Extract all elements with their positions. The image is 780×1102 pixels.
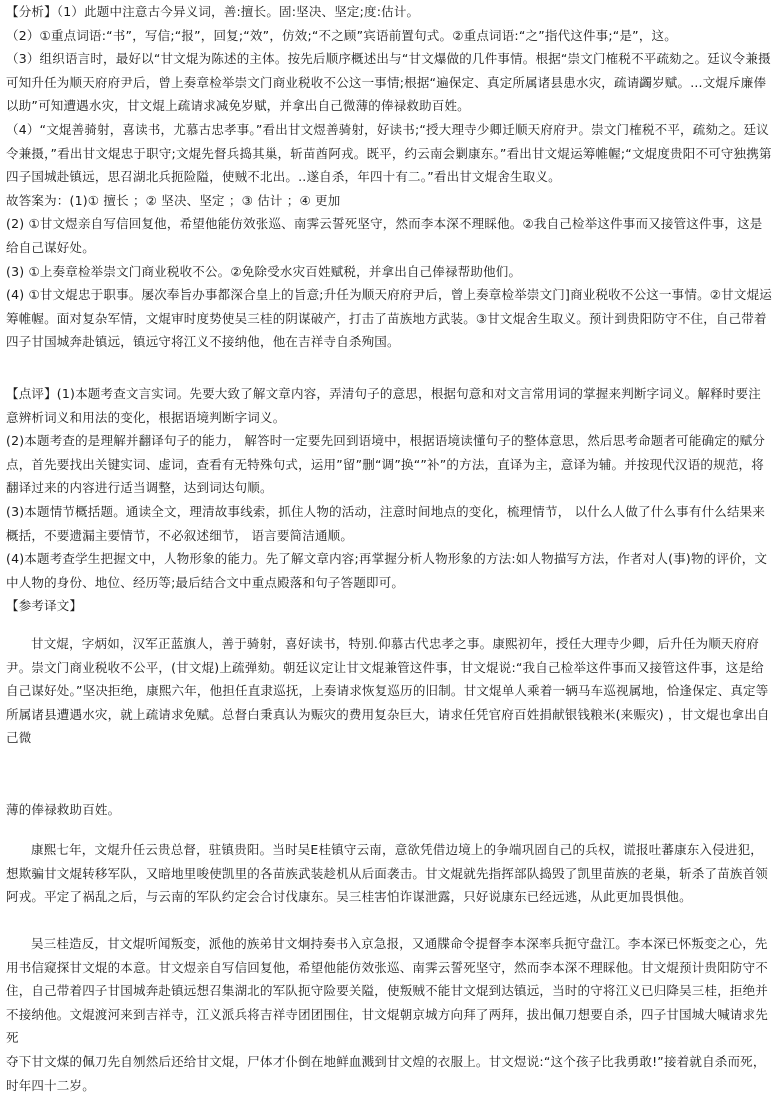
analysis-section (6, 0, 772, 354)
answer-line-1: 故答案为：(1)① 擅长 ；② 坚决、坚定 ；③ 估计 ；④ 更加 (6, 192, 341, 208)
analysis-item-2: （2）①重点词语:“书”，写信;“报”，回复;“效”，仿效;“不之顾”宾语前置句式。②重点词语:“之”指代这件事;“是”，这。 (6, 27, 677, 43)
commentary-item-2: (2)本题考查的是理解并翻译句子的能力， 解答时一定要先回到语境中，根据语境读懂句子的整体意思，然后思考命题者可能确定的赋分点，首先要找出关键实词、虚词，查看有无特殊句式，运用”留”删“调”换“”补”的方法，直译为主，意译为辅。并按现代汉语的规范，将翻译过来的内容进行适当调整，达到词达句顺。 (6, 433, 766, 496)
analysis-item-3: （3）组织语言时，最好以“甘文焜为陈述的主体。按先后顺序概述出与“甘文爆做的几件事情。根据“崇文门榷税不平疏劾之。廷议令兼摄可知升任为顺天府府尹后，曾上奏章检举崇文门商业税收不公这一事情;根据“遍保定、真定所属诸县患水灾，疏请蠲岁赋。...文焜斥廉俸以助”可知遭遇水灾，甘文焜上疏请求减免岁赋，并拿出自己微薄的俸禄救助百姓。 (6, 51, 771, 114)
analysis-item-4: （4）“文焜善骑射，喜读书，尤慕古忠孝事。”看出甘文煜善骑射，好读书;“授大理寺少卿迁顺天府府尹。崇文门榷税不平，疏劾之。廷议令兼摄，”看出甘文焜忠于职守;文焜先督兵捣其巢，斩苗酋阿戎。既平，约云南会剿康东。”看出甘文焜运筹帷幄;“文焜度贵阳不可守独携第四子国城赴镇远，思召湖北兵扼险隘，使贼不北出。..遂自杀，年四十有二。”看出甘文焜舍生取义。 (6, 121, 772, 185)
answer-line-2: (2) ①甘文煜亲自写信回复他，希望他能仿效张巡、南霁云誓死坚守，然而李本深不理睬他。②我自己检举这件事而又接管这件事，这是给自己谋好处。 (6, 216, 763, 255)
translation-paragraph-3 (6, 932, 772, 1050)
translation-header: 【参考译文】 (6, 598, 83, 614)
translation-text-1: 甘文焜，字炳如，汉军正蓝旗人，善于骑射，喜好读书，特别.仰慕古代忠孝之事。康熙初年，授任大理寺少卿，后升任为顺天府府尹。崇文门商业税收不公平，(甘文焜)上疏弹劾。朝廷议定让甘文焜兼管这件事，甘文焜说:“我自己检举这件事而又接管这件事，这是给自己谋好处。”坚决拒绝，康熙六年，他担任直隶巡抚，上奏请求恢复巡历的旧制。甘文焜单人乘着一辆马车巡视属地，恰逢保定、真定等所属诸县遭遇水灾，就上疏请求免赋。总督白秉真认为赈灾的费用复杂巨大，请求任凭官府百姓捐献银钱粮米(来赈灾) ，甘文焜也拿出自己微 (6, 636, 770, 746)
answer-line-3: (3) ①上奏章检举崇文门商业税收不公。②免除受水灾百姓赋税，并拿出自己俸禄帮助他们。 (6, 263, 522, 279)
analysis-header-line: 【分析】（1）此题中注意古今异义词，善:擅长。固:坚决、坚定;度:估计。 (6, 4, 420, 19)
translation-text-4: 夺下甘文煤的佩刀先自刎然后还给甘文焜，尸体才仆倒在地鲜血溅到甘文煌的衣服上。甘文煜说:“这个孩子比我勇敢!”接着就自杀而死，时年四十二岁。 (6, 1054, 766, 1093)
translation-paragraph-1-cont (6, 798, 772, 822)
translation-text-1-cont: 薄的俸禄救助百姓。 (6, 802, 121, 817)
answer-line-4: (4) ①甘文焜忠于职事。屡次奉旨办事都深合皇上的旨意;升任为顺天府府尹后，曾上奏章检举崇文门]商业税收不公这一事情。②甘文焜运筹帷幄。面对复杂军情，文焜审时度势使吴三桂的阴谋破产，打击了苗族地方武装。③甘文焜舍生取义。预计到贵阳防守不住，自己带着四子甘国城奔赴镇远，镇远守将江义不接纳他，他在吉祥寺自杀殉国。 (6, 287, 772, 350)
commentary-item-1: 【点评】(1)本题考查文言实词。先要大致了解文章内容，弄清句子的意思，根据句意和对文言常用词的掌握来判断字词义。解释时要注意辨析词义和用法的变化，根据语境判断字词义。 (6, 386, 761, 425)
translation-paragraph-4 (6, 1050, 772, 1097)
translation-paragraph-2 (6, 838, 772, 909)
commentary-item-3: (3)本题情节概括题。通读全文，理清故事线索，抓住人物的活动，注意时间地点的变化，梳理情节， 以什么人做了什么事有什么结果来概括，不要遗漏主要情节，不必叙述细节， 语言要简洁通顺。 (6, 503, 766, 543)
translation-paragraph-1 (6, 632, 772, 750)
commentary-section (6, 382, 772, 618)
translation-text-2: 康熙七年，文焜升任云贵总督，驻镇贵阳。当时吴E桂镇守云南，意欲凭借边境上的争端巩固自己的兵权，谎报吐蕃康东入侵进犯，想欺骗甘文焜转移军队，又暗地里唆使凯里的各苗族武装趁机从后面袭击。甘文焜就先指挥部队捣毁了凯里苗族的老巢，斩杀了苗族首领阿戎。平定了祸乱之后，与云南的军队约定会合讨伐康东。吴三桂害怕诈谋泄露，只好说康东已经远逃，从此更加畏惧他。 (6, 842, 769, 905)
translation-text-3: 吴三桂造反，甘文焜听闻叛变，派他的族弟甘文炯持奏书入京急报，又通牒命令提督李本深率兵扼守盘江。李本深已怀叛变之心，先用书信窥探甘文焜的本意。甘文煜亲自写信回复他，希望他能仿效张巡、南霁云誓死坚守，然而李本深不理睬他。甘文焜预计贵阳防守不住，自己带着四子甘国城奔赴镇远想召集湖北的军队扼守险要关隘，使叛贼不能甘文焜到达镇远，当时的守将江义已归降吴三桂，拒绝并不接纳他。文焜渡河来到吉祥寺，江义派兵将吉祥寺团团围住，甘文焜朝京城方向拜了两拜，拔出佩刀想要自杀，四子甘国城大喊请求先死 (6, 936, 769, 1046)
commentary-item-4: (4)本题考查学生把握文中，人物形象的能力。先了解文章内容;再掌握分析人物形象的方法:如人物描写方法，作者对人(事)物的评价，文中人物的身份、地位、经历等;最后结合文中重点殿落和句子答题即可。 (6, 551, 768, 590)
